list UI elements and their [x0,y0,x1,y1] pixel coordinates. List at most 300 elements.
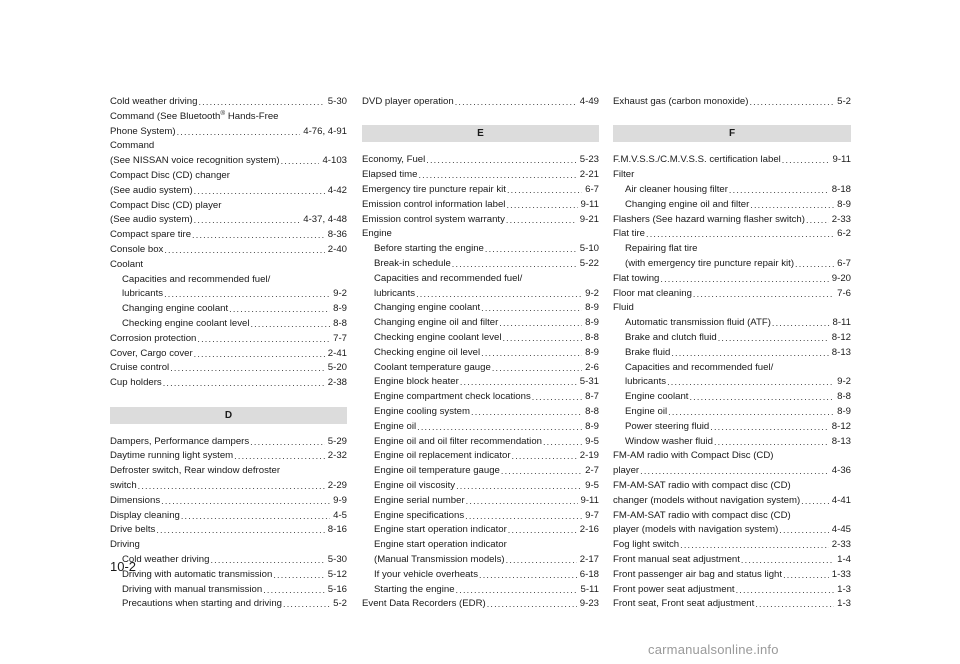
index-heading: Command [110,140,155,152]
index-entry [362,495,599,507]
entry-page-ref: 2-17 [579,553,599,565]
entry-page-ref: 4-45 [831,524,851,536]
entry-term: player [613,465,640,477]
dot-leader [485,243,577,255]
entry-page-ref: 9-2 [585,287,599,299]
index-entry [110,348,347,360]
index-entry [362,569,599,581]
entry-term: (See audio system) [110,184,193,196]
dot-leader [263,584,325,596]
entry-page-ref: 4-37, 4-48 [303,214,347,226]
index-entry [613,332,851,344]
dot-leader [506,554,577,566]
dot-leader [210,554,324,566]
dot-leader [456,480,582,492]
entry-page-ref: 9-11 [832,154,851,166]
dot-leader [234,450,325,462]
index-entry [362,302,599,314]
index-entry [362,465,599,477]
index-entry [110,155,347,167]
entry-page-ref: 2-7 [585,465,599,477]
entry-page-ref: 8-9 [837,198,851,210]
entry-term: Engine compartment check locations [374,391,531,403]
index-entry [613,495,851,507]
index-entry [110,510,347,522]
entry-page-ref: 8-36 [327,229,347,241]
entry-term: Emission control information label [362,198,506,210]
entry-term: Front passenger air bag and status light [613,568,783,580]
entry-page-ref: 2-29 [327,479,347,491]
index-entry [110,569,347,581]
dot-leader [640,465,829,477]
entry-page-ref: 8-18 [831,184,851,195]
dot-leader [506,199,577,211]
entry-term: Elapsed time [362,169,418,181]
index-entry [110,185,347,197]
entry-page-ref: 1-33 [831,568,851,580]
entry-page-ref: 8-9 [585,420,599,432]
dot-leader [181,510,330,522]
dot-leader [710,421,829,433]
index-entry [110,318,347,330]
dot-leader [689,391,834,403]
index-entry [110,554,347,566]
entry-term: Checking engine oil level [374,346,481,358]
dot-leader [501,465,582,477]
index-entry [613,465,851,477]
entry-page-ref: 6-7 [837,257,851,269]
index-entry [110,333,347,345]
entry-page-ref: 5-23 [579,154,599,166]
entry-page-ref: 1-4 [837,553,851,565]
entry-term: Break-in schedule [374,257,451,269]
index-entry [613,214,851,226]
entry-page-ref: 6-18 [579,568,599,580]
entry-page-ref: 2-16 [579,524,599,536]
index-entry [362,154,599,166]
index-entry [362,421,599,433]
entry-page-ref: 9-5 [585,435,599,447]
index-entry [613,598,851,610]
entry-page-ref: 5-22 [579,257,599,269]
index-entry [362,96,599,108]
entry-term: (See NISSAN voice recognition system) [110,155,280,167]
entry-term: Starting the engine [374,583,455,595]
dot-leader [466,495,578,507]
entry-page-ref: 5-12 [327,568,347,580]
dot-leader [507,184,582,196]
entry-term: Precautions when starting and driving [122,598,282,610]
index-heading: Driving [110,539,140,551]
entry-page-ref: 4-49 [579,96,599,107]
entry-term: Engine oil temperature gauge [374,465,500,477]
entries-f [613,154,851,610]
index-entry [362,288,599,300]
entry-term: lubricants [625,376,667,388]
entry-term: Engine oil [374,420,417,432]
dot-leader [273,569,324,581]
entry-page-ref: 2-38 [327,377,347,389]
entry-page-ref: 8-13 [831,435,851,447]
dot-leader [671,347,828,359]
index-entry [362,184,599,196]
index-entry [613,421,851,433]
entry-page-ref: 4-103 [322,155,347,167]
entry-term: Checking engine coolant level [122,317,250,329]
index-heading: FM-AM-SAT radio with compact disc (CD) [613,509,791,521]
entry-page-ref: 5-10 [579,243,599,255]
dot-leader [646,228,834,240]
entry-term: Display cleaning [110,509,180,521]
entry-page-ref: 4-76, 4-91 [303,125,347,137]
index-heading: Capacities and recommended fuel/ [374,272,523,284]
entry-page-ref: 8-8 [333,317,347,329]
dot-leader [532,391,582,403]
index-entry [110,214,347,226]
entry-page-ref: 6-7 [585,184,599,195]
entry-term: lubricants [374,287,416,299]
entry-term: Before starting the engine [374,243,484,255]
entries-d [110,436,347,611]
dot-leader [801,495,829,507]
entry-term: Checking engine coolant level [374,331,502,343]
entry-page-ref: 5-29 [327,435,347,447]
index-entry [613,584,851,596]
entry-term: Front power seat adjustment [613,583,735,595]
index-entry [362,362,599,374]
dot-leader [667,376,834,388]
entry-term: Phone System) [110,125,176,137]
dot-leader [506,214,577,226]
entry-term: Front seat, Front seat adjustment [613,598,755,610]
index-heading: Repairing flat tire [625,243,698,255]
index-heading: Engine start operation indicator [374,539,507,551]
entry-page-ref: 4-41 [831,494,851,506]
entry-page-ref: 5-20 [327,362,347,374]
index-entry [110,495,347,507]
entry-term: Floor mat cleaning [613,287,692,299]
index-entry [362,436,599,448]
index-entry [613,436,851,448]
dot-leader [471,406,582,418]
section-header-f: F [613,125,851,142]
dot-leader [452,258,577,270]
index-entry [362,214,599,226]
entry-page-ref: 2-33 [831,539,851,551]
index-entry [362,169,599,181]
entry-term: Changing engine oil and filter [625,198,750,210]
index-entry [362,510,599,522]
entry-page-ref: 9-20 [831,272,851,284]
entry-term: Changing engine coolant [374,302,481,314]
entry-page-ref: 5-2 [333,598,347,610]
index-entry [362,243,599,255]
index-entry [110,303,347,315]
entry-page-ref: 5-16 [327,583,347,595]
index-heading: Capacities and recommended fuel/ [122,273,271,285]
dot-leader [250,436,325,448]
dot-leader [487,598,577,610]
dot-leader [668,406,834,418]
dot-leader [660,273,828,285]
index-heading: FM-AM radio with Compact Disc (CD) [613,450,774,462]
index-heading: Fluid [613,302,634,314]
entry-term: Flashers (See hazard warning flasher switch) [613,213,805,225]
section-header-d: D [110,407,347,424]
entry-page-ref: 4-42 [327,184,347,196]
index-column-3 [613,96,851,613]
index-entry [110,584,347,596]
entries-c [110,96,347,390]
entry-page-ref: 5-30 [327,96,347,107]
entry-term: Coolant temperature gauge [374,361,491,373]
dot-leader [508,524,577,536]
entry-term: Compact spare tire [110,229,192,241]
entry-term: Changing engine oil and filter [374,317,499,329]
entry-page-ref: 5-31 [579,376,599,388]
index-heading: Compact Disc (CD) changer [110,169,230,181]
entry-page-ref: 8-12 [831,420,851,432]
entry-term: Engine oil [625,405,668,417]
dot-leader [229,303,330,315]
dot-leader [718,332,829,344]
entry-term: Emergency tire puncture repair kit [362,184,506,195]
dot-leader [755,598,834,610]
dot-leader [783,569,829,581]
index-entry [362,524,599,536]
entry-term: Window washer fluid [625,435,713,447]
entry-page-ref: 2-32 [327,450,347,462]
dot-leader [164,288,330,300]
index-entry [110,229,347,241]
entry-page-ref: 9-11 [580,198,599,210]
entry-page-ref: 8-7 [585,391,599,403]
entry-term: Cruise control [110,362,170,374]
index-heading: Compact Disc (CD) player [110,199,222,211]
index-entry [613,539,851,551]
dot-leader [729,184,829,196]
dot-leader [481,347,582,359]
entry-page-ref: 8-9 [585,346,599,358]
entry-page-ref: 6-2 [837,228,851,240]
index-heading [110,111,347,123]
index-entry [362,376,599,388]
index-entry [110,598,347,610]
entry-term: Dimensions [110,494,161,506]
index-entry [110,524,347,536]
entry-page-ref: 2-40 [327,243,347,255]
index-entry [110,450,347,462]
entry-page-ref: 2-21 [579,169,599,181]
entry-term: DVD player operation [362,96,454,107]
dot-leader [782,154,830,166]
index-heading: FM-AM-SAT radio with compact disc (CD) [613,479,791,491]
index-column-2 [362,96,599,613]
entry-term: (Manual Transmission models) [374,553,505,565]
entry-term: Engine specifications [374,509,465,521]
entry-page-ref: 9-9 [333,494,347,506]
entry-term: Engine oil and oil filter recommendation [374,435,542,447]
entry-page-ref: 9-7 [585,509,599,521]
entry-page-ref: 8-9 [585,317,599,329]
entry-term: Dampers, Performance dampers [110,435,250,447]
entry-page-ref: 7-7 [333,332,347,344]
dot-leader [779,524,829,536]
dot-leader [736,584,835,596]
entry-term: Emission control system warranty [362,213,505,225]
index-entry [613,288,851,300]
heading-text-cont: Hands-Free [225,110,279,122]
index-entry [613,376,851,388]
entry-term: Flat tire [613,228,645,240]
entry-page-ref: 2-41 [327,347,347,359]
dot-leader [479,569,577,581]
entry-term: Driving with manual transmission [122,583,263,595]
dot-leader [806,214,829,226]
index-entry [362,199,599,211]
index-entry [613,554,851,566]
index-entry [110,288,347,300]
index-entry [362,332,599,344]
entry-page-ref: 7-6 [837,287,851,299]
entry-page-ref: 2-6 [585,361,599,373]
entry-term: Engine oil replacement indicator [374,450,511,462]
dot-leader [680,539,829,551]
index-entry [613,406,851,418]
entry-term: Console box [110,243,164,255]
dot-leader [138,480,325,492]
watermark: carmanualsonline.info [648,642,779,657]
entries-e [362,154,599,610]
registered-mark: ® [220,109,226,117]
entry-term: Engine coolant [625,391,689,403]
entry-term: Cover, Cargo cover [110,347,193,359]
dot-leader [481,302,582,314]
dot-leader [750,199,834,211]
index-entry [362,554,599,566]
entry-page-ref: 9-11 [580,494,599,506]
index-entry [110,96,347,108]
index-entry [613,199,851,211]
dot-leader [456,584,578,596]
entry-term: Fog light switch [613,539,680,551]
index-entry [613,347,851,359]
entry-page-ref: 4-36 [831,465,851,477]
index-entry [362,584,599,596]
index-entry [362,450,599,462]
dot-leader [164,244,324,256]
index-heading: Defroster switch, Rear window defroster [110,465,281,477]
entry-page-ref: 9-2 [333,288,347,300]
entry-term: Engine serial number [374,494,465,506]
dot-leader [543,436,582,448]
dot-leader [198,96,324,108]
entry-term: Power steering fluid [625,420,710,432]
index-heading: Coolant [110,258,144,270]
dot-leader [714,436,829,448]
entry-page-ref: 8-13 [831,346,851,358]
dot-leader [156,524,324,536]
entry-page-ref: 5-2 [837,96,851,107]
dot-leader [194,214,301,226]
entries-d-cont [362,96,599,108]
index-entry [110,126,347,138]
dot-leader [741,554,834,566]
entry-page-ref: 9-21 [579,213,599,225]
entry-term: F.M.V.S.S./C.M.V.S.S. certification label [613,154,781,166]
entry-term: switch [110,479,137,491]
index-entry [362,258,599,270]
entry-page-ref: 8-8 [585,331,599,343]
entry-page-ref: 2-19 [579,450,599,462]
dot-leader [177,126,301,138]
entry-page-ref: 2-33 [831,213,851,225]
entry-term: player (models with navigation system) [613,524,779,536]
index-entry [362,347,599,359]
dot-leader [502,332,582,344]
index-heading: Engine [362,228,392,240]
entry-page-ref: 8-9 [585,302,599,314]
entry-term: Corrosion protection [110,332,197,344]
entry-term: Engine oil viscosity [374,479,456,491]
dot-leader [460,376,577,388]
dot-leader [492,362,582,374]
entry-page-ref: 8-8 [837,391,851,403]
index-entry [613,184,851,196]
entry-term: Front manual seat adjustment [613,553,740,565]
dot-leader [512,450,577,462]
entry-term: changer (models without navigation system) [613,494,801,506]
index-entry [613,154,851,166]
index-entry [362,317,599,329]
dot-leader [499,317,582,329]
entry-page-ref: 1-3 [837,583,851,595]
dot-leader [417,421,582,433]
entry-page-ref: 9-5 [585,479,599,491]
entry-page-ref: 8-12 [831,331,851,343]
entry-term: Cold weather driving [110,96,198,107]
entry-page-ref: 8-9 [837,405,851,417]
entry-term: Daytime running light system [110,450,234,462]
dot-leader [163,377,325,389]
entry-term: If your vehicle overheats [374,568,478,580]
index-entry [362,406,599,418]
entry-term: Flat towing [613,272,660,284]
entry-page-ref: 8-16 [327,524,347,536]
entry-page-ref: 8-11 [832,317,851,329]
entry-page-ref: 5-30 [327,553,347,565]
entry-term: (See audio system) [110,214,193,226]
index-entry [613,96,851,108]
entry-term: Automatic transmission fluid (ATF) [625,317,771,329]
entry-term: Event Data Recorders (EDR) [362,598,486,610]
heading-text: Command (See Bluetooth [110,110,221,122]
entries-e-cont [613,96,851,108]
entry-term: Changing engine coolant [122,303,229,315]
dot-leader [170,362,325,374]
dot-leader [197,333,330,345]
entry-term: Engine start operation indicator [374,524,507,536]
dot-leader [749,96,834,108]
dot-leader [281,155,320,167]
dot-leader [283,598,330,610]
dot-leader [772,317,830,329]
entry-term: Economy, Fuel [362,154,426,166]
entry-term: Cold weather driving [122,553,210,565]
entry-term: Brake fluid [625,346,671,358]
dot-leader [418,169,576,181]
index-entry [110,377,347,389]
